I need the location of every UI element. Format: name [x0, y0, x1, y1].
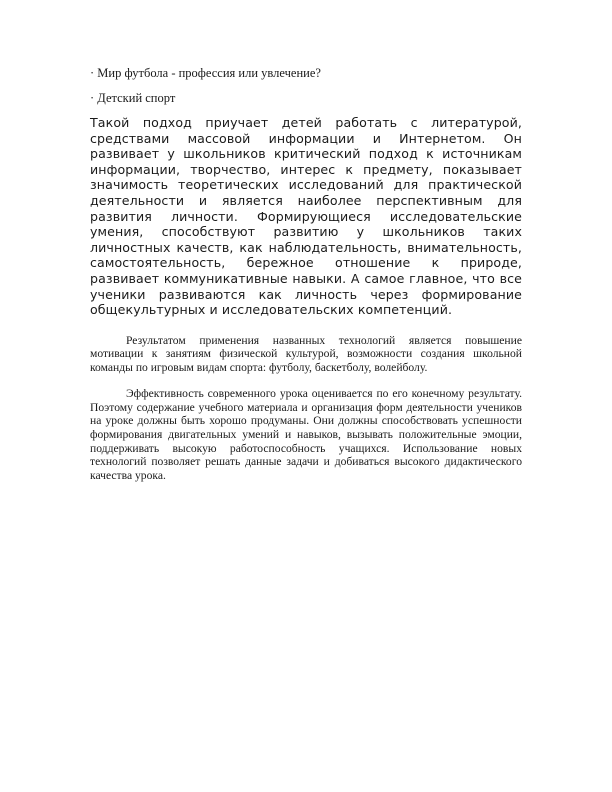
bullet-item-children-sport: · Детский спорт — [90, 91, 176, 105]
paragraph-result: Результатом применения названных технологий является повышение мотивации к занятиям физической культурой, возможности создания школьной команды по игровым видам спорта: футболу, баскетболу, волейболу. — [90, 333, 522, 375]
paragraph-approach: Такой подход приучает детей работать с литературой, средствами массовой информации и Интернетом. Он развивает у школьников критический подход к источникам информации, творчество, интерес к предмету, показывает значимость теоретических исследований для практической деятельности и является наиболее перспективным для развития личности. Формирующиеся исследовательские умения, способствуют развитию у школьников таких личностных качеств, как наблюдательность, внимательность, самостоятельность, бережное отношение к природе, развивает коммуникативные навыки. А самое главное, что все ученики развиваются как личность через формирование общекультурных и исследовательских компетенций. — [90, 115, 522, 318]
bullet-item-football: · Мир футбола - профессия или увлечение? — [90, 66, 321, 80]
document-page — [90, 66, 522, 495]
paragraph-effectiveness: Эффективность современного урока оценивается по его конечному результату. Поэтому содержание учебного материала и организация форм деятельности учеников на уроке должны быть хорошо продуманы. Они должны способствовать успешности формирования двигательных умений и навыков, вызывать положительные эмоции, поддерживать высокую работоспособность учащихся. Использование новых технологий позволяет решать данные задачи и добиваться высокого дидактического качества урока. — [90, 386, 522, 483]
